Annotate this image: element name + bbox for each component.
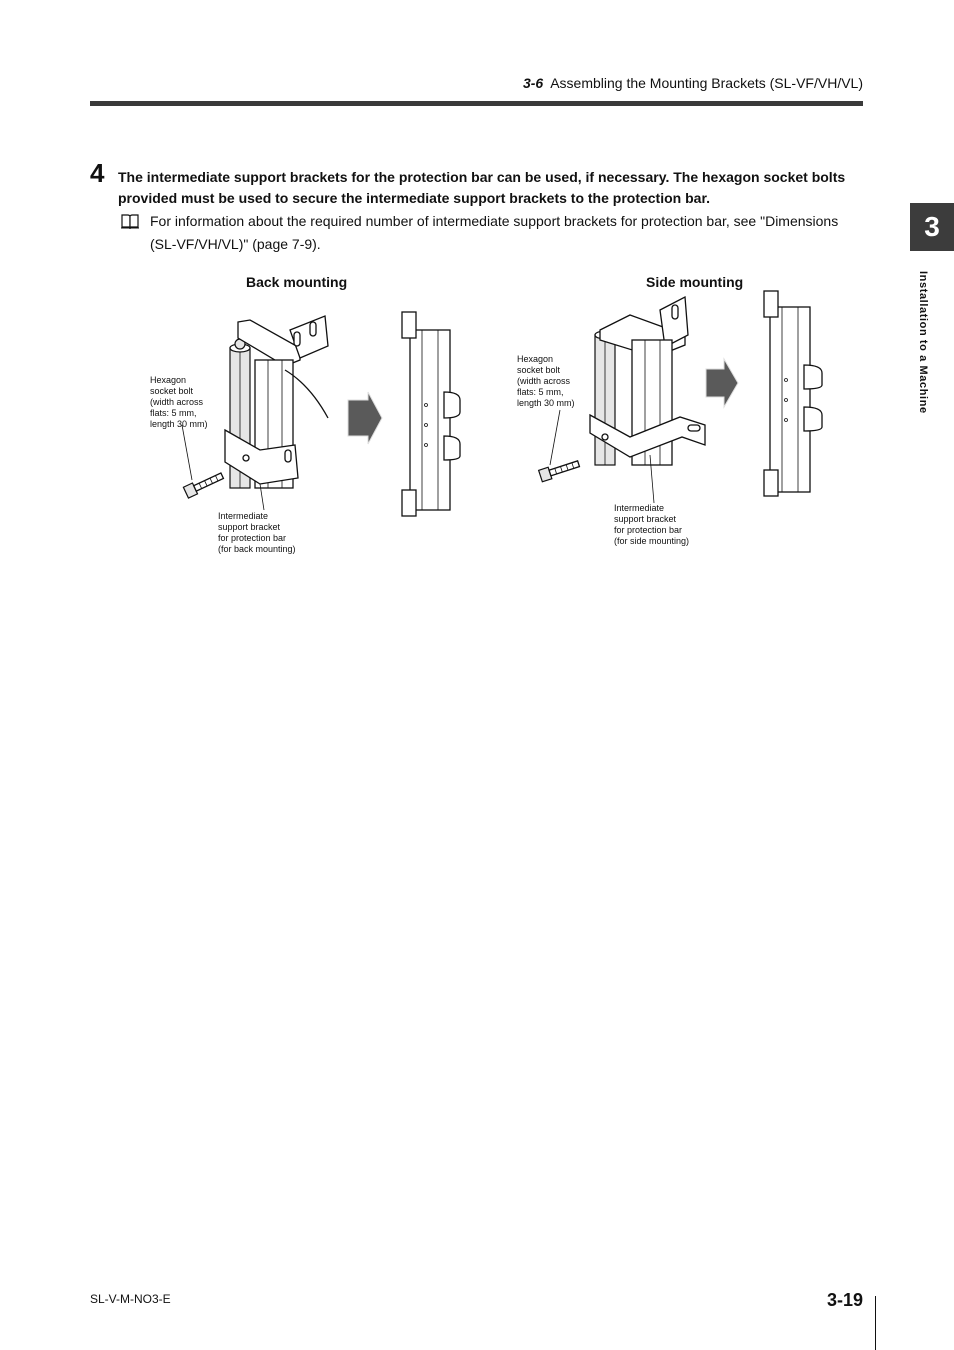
right-arrow-icon — [706, 359, 738, 407]
side-bolt-callout: Hexagon socket bolt (width across flats: 5 mm, length 30 mm) — [517, 354, 575, 408]
assembled-side-view — [764, 291, 822, 496]
step-instruction: The intermediate support brackets for the protection bar can be used, if necessary. The hexagon socket bolts provided must be used to secure the intermediate support brackets to the protection bar. — [118, 169, 846, 206]
section-title: Assembling the Mounting Brackets (SL-VF/VH/VL) — [550, 75, 863, 91]
side-bracket-callout: Intermediate support bracket for protection bar (for side mounting) — [614, 503, 690, 546]
page-number: 3-19 — [826, 1290, 863, 1310]
header-divider — [90, 101, 863, 106]
back-mounting-title: Back mounting — [246, 274, 348, 290]
step-number: 4 — [90, 158, 105, 188]
assembled-back-view — [402, 312, 460, 516]
page-number-divider — [875, 1296, 876, 1350]
right-arrow-icon — [348, 392, 382, 444]
chapter-tab[interactable]: 3 — [910, 203, 954, 251]
book-icon — [120, 213, 140, 229]
reference-note: For information about the required number of intermediate support brackets for protection bar, see "Dimensions (SL-VF/VH/VL)" (page 7-9). — [150, 213, 839, 252]
hexagon-bolt-side — [539, 458, 581, 482]
running-header — [480, 75, 863, 91]
section-number: 3-6 — [522, 75, 544, 91]
side-mounting-title: Side mounting — [646, 274, 744, 290]
back-bolt-callout: Hexagon socket bolt (width across flats: 5 mm, length 30 mm) — [150, 375, 208, 429]
chapter-side-label: Installation to a Machine — [917, 271, 929, 414]
back-bracket-callout: Intermediate support bracket for protection bar (for back mounting) — [218, 511, 296, 554]
document-code: SL-V-M-NO3-E — [90, 1292, 171, 1306]
back-mounting-illustration — [160, 300, 480, 530]
hexagon-bolt-back — [183, 470, 224, 498]
